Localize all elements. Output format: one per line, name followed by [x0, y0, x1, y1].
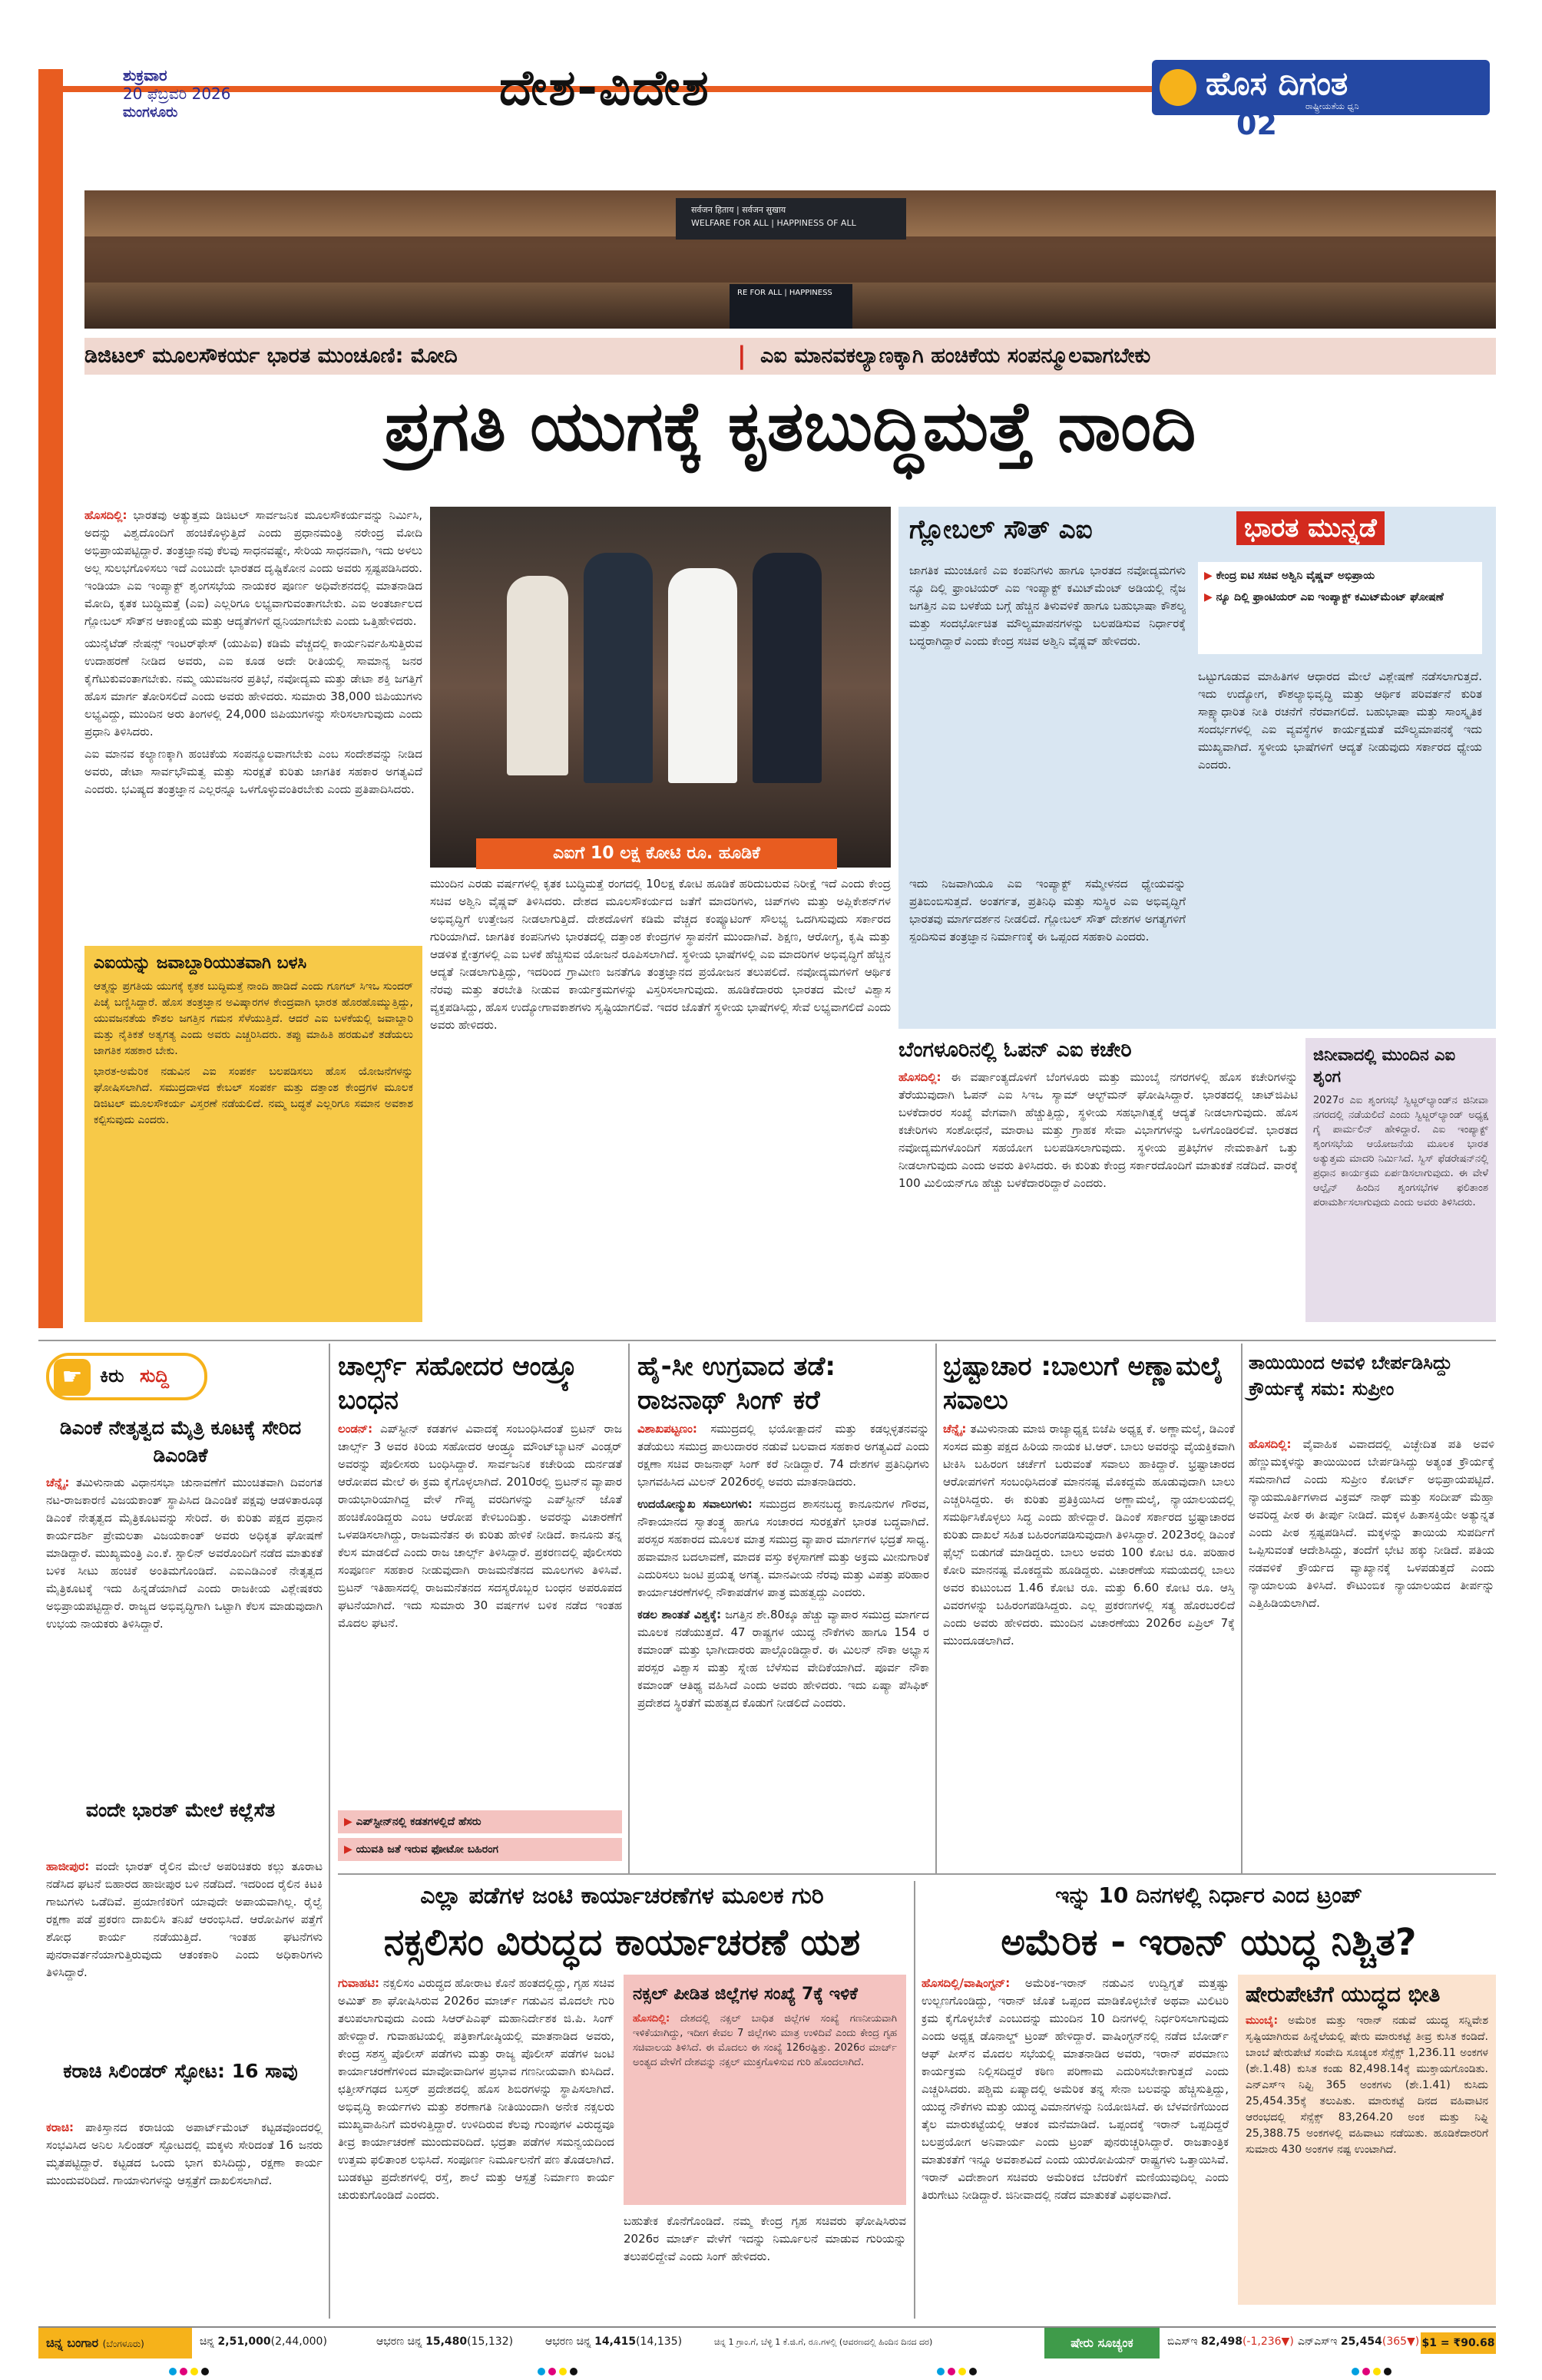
vb-body: ಹಾಜೀಪುರ: ವಂದೇ ಭಾರತ್ ರೈಲಿನ ಮೇಲೆ ಅಪರಿಚಿತರು ಕಲ್ಲು ತೂರಾಟ ನಡೆಸಿದ ಘಟನೆ ಬಿಹಾರದ ಹಾಜೀಪುರ ಬಳಿ ನಡೆದಿದೆ. ಇದರಿಂದ ರೈಲಿನ ಕಿಟಕಿ ಗಾಜುಗಳು ಒಡೆದಿವೆ. ಪ್ರಯಾಣಿಕರಿಗೆ ಯಾವುದೇ ಅಪಾಯವಾಗಿಲ್ಲ. ರೈಲ್ವೆ ರಕ್ಷಣಾ ಪಡೆ ಪ್ರಕರಣ ದಾಖಲಿಸಿ ತನಿಖೆ ಆರಂಭಿಸಿದೆ. ಆರೋಪಿಗಳ ಪತ್ತೆಗೆ ಶೋಧ ಕಾರ್ಯ ನಡೆಯುತ್ತಿದೆ. ಇಂತಹ ಘಟನೆಗಳು ಪುನರಾವರ್ತನೆಯಾಗುತ್ತಿರುವುದು ಆತಂಕಕಾರಿ ಎಂದು ಅಧಿಕಾರಿಗಳು ತಿಳಿಸಿದ್ದಾರೆ. — [46, 1859, 323, 1979]
lead-kicker-sep: | — [737, 341, 746, 370]
karachi-body: ಕರಾಚಿ: ಪಾಕಿಸ್ತಾನದ ಕರಾಚಿಯ ಅಪಾರ್ಟ್‌ಮೆಂಟ್ ಕಟ್ಟಡವೊಂದರಲ್ಲಿ ಸಂಭವಿಸಿದ ಅನಿಲ ಸಿಲಿಂಡರ್ ಸ್ಫೋಟದಲ್ಲಿ ಮಕ್ಕಳು ಸೇರಿದಂತೆ 16 ಜನರು ಮೃತಪಟ್ಟಿದ್ದಾರೆ. ಕಟ್ಟಡದ ಒಂದು ಭಾಗ ಕುಸಿದಿದ್ದು, ರಕ್ಷಣಾ ಕಾರ್ಯ ಮುಂದುವರಿದಿದೆ. ಗಾಯಾಳುಗಳನ್ನು ಆಸ್ಪತ್ರೆಗೆ ದಾಖಲಿಸಲಾಗಿದೆ. — [46, 2121, 323, 2187]
trump-body: ಹೊಸದಿಲ್ಲಿ/ವಾಷಿಂಗ್ಟನ್: ಅಮೆರಿಕ-ಇರಾನ್ ನಡುವಿನ ಉದ್ವಿಗ್ನತೆ ಮತ್ತಷ್ಟು ಉಲ್ಬಣಗೊಂಡಿದ್ದು, ಇರಾನ್ ಜೊತೆ ಒಪ್ಪಂದ ಮಾಡಿಕೊಳ್ಳಬೇಕೆ ಅಥವಾ ಮಿಲಿಟರಿ ಕ್ರಮ ಕೈಗೊಳ್ಳಬೇಕೆ ಎಂಬುದನ್ನು ಮುಂದಿನ 10 ದಿನಗಳಲ್ಲಿ ನಿರ್ಧರಿಸಲಾಗುವುದು ಎಂದು ಅಧ್ಯಕ್ಷ ಡೊನಾಲ್ಡ್ ಟ್ರಂಪ್ ಹೇಳಿದ್ದಾರೆ. ವಾಷಿಂಗ್ಟನ್‌ನಲ್ಲಿ ನಡೆದ ಬೋರ್ಡ್ ಆಫ್ ಪೀಸ್‌ನ ಮೊದಲ ಸಭೆಯಲ್ಲಿ ಮಾತನಾಡಿದ ಅವರು, ಇರಾನ್ ಪರಮಾಣು ಕಾರ್ಯಕ್ರಮ ನಿಲ್ಲಿಸದಿದ್ದರೆ ಕಠಿಣ ಪರಿಣಾಮ ಎದುರಿಸಬೇಕಾಗುತ್ತದೆ ಎಂದು ಎಚ್ಚರಿಸಿದರು. ಪಶ್ಚಿಮ ಏಷ್ಯಾದಲ್ಲಿ ಅಮೆರಿಕ ತನ್ನ ಸೇನಾ ಬಲವನ್ನು ಹೆಚ್ಚಿಸುತ್ತಿದ್ದು, ಯುದ್ಧ ನೌಕೆಗಳು ಮತ್ತು ಯುದ್ಧ ವಿಮಾನಗಳನ್ನು ನಿಯೋಜಿಸಿದೆ. ಈ ಬೆಳವಣಿಗೆಯಿಂದ ತೈಲ ಮಾರುಕಟ್ಟೆಯಲ್ಲಿ ಆತಂಕ ಮನೆಮಾಡಿದೆ. ಒಪ್ಪಂದಕ್ಕೆ ಇರಾನ್ ಒಪ್ಪದಿದ್ದರೆ ಬಲಪ್ರಯೋಗ ಅನಿವಾರ್ಯ ಎಂದು ಟ್ರಂಪ್ ಪುನರುಚ್ಚರಿಸಿದ್ದಾರೆ. ರಾಜತಾಂತ್ರಿಕ ಮಾತುಕತೆಗೆ ಇನ್ನೂ ಅವಕಾಶವಿದೆ ಎಂದು ಯುರೋಪಿಯನ್ ರಾಷ್ಟ್ರಗಳು ಒತ್ತಾಯಿಸಿವೆ. ಇರಾನ್ ವಿದೇಶಾಂಗ ಸಚಿವರು ಅಮೆರಿಕದ ಬೆದರಿಕೆಗೆ ಮಣಿಯುವುದಿಲ್ಲ ಎಂದು ತಿರುಗೇಟು ನೀಡಿದ್ದಾರೆ. ಜಿನೀವಾದಲ್ಲಿ ನಡೆದ ಮಾತುಕತೆ ವಿಫಲವಾಗಿದೆ. — [922, 1976, 1229, 2202]
page-accent-bar — [38, 69, 63, 1328]
dmk-text: ತಮಿಳುನಾಡು ವಿಧಾನಸಭಾ ಚುನಾವಣೆಗೆ ಮುಂಚಿತವಾಗಿ ದಿವಂಗತ ನಟ-ರಾಜಕಾರಣಿ ವಿಜಯಕಾಂತ್ ಸ್ಥಾಪಿಸಿದ ಡಿಎಂಡಿಕೆ ಪಕ್ಷವು ಆಡಳಿತಾರೂಢ ಡಿಎಂಕೆ ನೇತೃತ್ವದ ಮೈತ್ರಿಕೂಟವನ್ನು ಸೇರಿದೆ. ಈ ಕುರಿತು ಪಕ್ಷದ ಪ್ರಧಾನ ಕಾರ್ಯದರ್ಶಿ ಪ್ರೇಮಲತಾ ವಿಜಯಕಾಂತ್ ಅವರು ಅಧಿಕೃತ ಘೋಷಣೆ ಮಾಡಿದ್ದಾರೆ. ಮುಖ್ಯಮಂತ್ರಿ ಎಂ.ಕೆ. ಸ್ಟಾಲಿನ್ ಅವರೊಂದಿಗೆ ನಡೆದ ಮಾತುಕತೆ ಬಳಿಕ ಸೀಟು ಹಂಚಿಕೆ ಅಂತಿಮಗೊಂಡಿದೆ. ಎಐಎಡಿಎಂಕೆ ನೇತೃತ್ವದ ಮೈತ್ರಿಕೂಟಕ್ಕೆ ಇದು ಹಿನ್ನಡೆಯಾಗಿದೆ ಎಂದು ರಾಜಕೀಯ ವಿಶ್ಲೇಷಕರು ಅಭಿಪ್ರಾಯಪಟ್ಟಿದ್ದಾರೆ. ರಾಜ್ಯದ ಅಭಿವೃದ್ಧಿಗಾಗಿ ಒಟ್ಟಾಗಿ ಕೆಲಸ ಮಾಡುವುದಾಗಿ ಉಭಯ ನಾಯಕರು ತಿಳಿಸಿದ್ದಾರೆ. — [46, 1476, 323, 1631]
summit-photo — [84, 190, 1496, 329]
market-box: ಷೇರುಪೇಟೆಗೆ ಯುದ್ಧದ ಭೀತಿ ಮುಂಬೈ: ಅಮೆರಿಕ ಮತ್ತು ಇರಾನ್ ನಡುವೆ ಯುದ್ಧ ಸನ್ನಿವೇಶ ಸೃಷ್ಟಿಯಾಗಿರುವ ಹಿನ್ನೆಲೆಯಲ್ಲಿ ಷೇರು ಮಾರುಕಟ್ಟೆ ತೀವ್ರ ಕುಸಿತ ಕಂಡಿದೆ. ಬಾಂಬೆ ಷೇರುಪೇಟೆ ಸಂವೇದಿ ಸೂಚ್ಯಂಕ ಸೆನ್ಸೆಕ್ಸ್ 1,236.11 ಅಂಕಗಳ (ಶೇ.1.48) ಕುಸಿತ ಕಂಡು 82,498.14ಕ್ಕೆ ಮುಕ್ತಾಯಗೊಂಡಿತು. ಎನ್‌ಎಸ್‌ಇ ನಿಫ್ಟಿ 365 ಅಂಕಗಳು (ಶೇ.1.41) ಕುಸಿದು 25,454.35ಕ್ಕೆ ತಲುಪಿತು. ಮಾರುಕಟ್ಟೆ ದಿನದ ವಹಿವಾಟಿನ ಆರಂಭದಲ್ಲಿ ಸೆನ್ಸೆಕ್ಸ್ 83,264.20 ಅಂಕ ಮತ್ತು ನಿಫ್ಟಿ 25,388.75 ಅಂಕಗಳಲ್ಲಿ ವಹಿವಾಟು ನಡೆಯಿತು. ಹೂಡಿಕೆದಾರರಿಗೆ ಸುಮಾರು 430 ಅಂಕಗಳ ನಷ್ಟ ಉಂಟಾಗಿದೆ. — [1238, 1975, 1496, 2305]
global-south-para1: ಜಾಗತಿಕ ಮುಂಚೂಣಿ ಎಐ ಕಂಪನಿಗಳು ಹಾಗೂ ಭಾರತದ ನವೋದ್ಯಮಗಳು ನ್ಯೂ ದಿಲ್ಲಿ ಫ್ರಾಂಟಿಯರ್ ಎಐ ಇಂಪ್ಯಾಕ್ಟ್ ಕಮಿಟ್‌ಮೆಂಟ್ ಅಡಿಯಲ್ಲಿ ನೈಜ ಜಗತ್ತಿನ ಎಐ ಬಳಕೆಯ ಬಗ್ಗೆ ಹೆಚ್ಚಿನ ತಿಳುವಳಿಕೆ ಹಾಗೂ ಬಹುಭಾಷಾ ಕೌಶಲ್ಯ ಮತ್ತು ಸಂದರ್ಭೋಚಿತ ಮೌಲ್ಯಮಾಪನಗಳನ್ನು ಬಲಪಡಿಸುವ ನಿರ್ಧಾರಕ್ಕೆ ಬದ್ಧರಾಗಿದ್ದಾರೆ ಎಂದು ಕೇಂದ್ರ ಸಚಿವ ಅಶ್ವಿನಿ ವೈಷ್ಣವ್ ಹೇಳಿದರು. — [909, 564, 1186, 648]
mother-title: ತಾಯಿಯಿಂದ ಅವಳಿ ಬೇರ್ಪಡಿಸಿದ್ದು ಕ್ರೌರ್ಯಕ್ಕೆ ಸಮ: ಸುಪ್ರೀಂ — [1249, 1352, 1453, 1400]
bengaluru-title: ಬೆಂಗಳೂರಿನಲ್ಲಿ ಓಪನ್ ಎಐ ಕಚೇರಿ — [898, 1038, 1132, 1062]
responsibility-para2: ಭಾರತ-ಅಮೆರಿಕ ನಡುವಿನ ಎಐ ಸಂಪರ್ಕ ಬಲಪಡಿಸಲು ಹೊಸ ಯೋಜನೆಗಳನ್ನು ಘೋಷಿಸಲಾಗಿದೆ. ಸಮುದ್ರದಾಳದ ಕೇಬಲ್ ಸಂಪರ್ಕ ಮತ್ತು ದತ್ತಾಂಶ ಕೇಂದ್ರಗಳ ಮೂಲಕ ಡಿಜಿಟಲ್ ಮೂಲಸೌಕರ್ಯ ವಿಸ್ತರಣೆ ನಡೆಯಲಿದೆ. ನಮ್ಮ ಬದ್ಧತೆ ಎಲ್ಲರಿಗೂ ಸಮಾನ ಅವಕಾಶ ಕಲ್ಪಿಸುವುದು ಎಂದರು. — [94, 1066, 413, 1126]
global-south-para3: ಒಟ್ಟುಗೂಡುವ ಮಾಹಿತಿಗಳ ಆಧಾರದ ಮೇಲೆ ವಿಶ್ಲೇಷಣೆ ನಡೆಸಲಾಗುತ್ತದೆ. ಇದು ಉದ್ಯೋಗ, ಕೌಶಲ್ಯಾಭಿವೃದ್ಧಿ ಮತ್ತು ಆರ್ಥಿಕ ಪರಿವರ್ತನೆ ಕುರಿತ ಸಾಕ್ಷ್ಯಾಧಾರಿತ ನೀತಿ ರಚನೆಗೆ ನೆರವಾಗಲಿದೆ. ಬಹುಭಾಷಾ ಮತ್ತು ಸಾಂಸ್ಕೃತಿಕ ಸಂದರ್ಭಗಳಲ್ಲಿ ಎಐ ವ್ಯವಸ್ಥೆಗಳ ಕಾರ್ಯಕ್ಷಮತೆ ಮೌಲ್ಯಮಾಪನಕ್ಕೆ ಇದು ಮುಖ್ಯವಾಗಿದೆ. ಸ್ಥಳೀಯ ಭಾಷೆಗಳಿಗೆ ಆದ್ಯತೆ ನೀಡುವುದು ಸರ್ಕಾರದ ಧ್ಯೇಯ ಎಂದರು. — [1198, 669, 1482, 772]
global-south-title-red: ಭಾರತ ಮುನ್ನಡೆ — [1236, 511, 1385, 545]
lead-para1: ಭಾರತವು ಅತ್ಯುತ್ತಮ ಡಿಜಿಟಲ್ ಸಾರ್ವಜನಿಕ ಮೂಲಸೌಕರ್ಯವನ್ನು ನಿರ್ಮಿಸಿ, ಅದನ್ನು ವಿಶ್ವದೊಂದಿಗೆ ಹಂಚಿಕೊಳ್ಳುತ್ತಿದೆ ಎಂದು ಪ್ರಧಾನಮಂತ್ರಿ ನರೇಂದ್ರ ಮೋದಿ ಅಭಿಪ್ರಾಯಪಟ್ಟಿದ್ದಾರೆ. ತಂತ್ರಜ್ಞಾನವು ಕೆಲವು ಸಾಧನವಷ್ಟೇ, ಸೇರಿಯ ಸಾಧನವಾಗಿ, ಇದು ಅಳಲು ಅಲ್ಲ ಸುಲಭಗೊಳಿಸಲು ಇದೆ ಎಂಬುದೇ ಭಾರತದ ದೃಷ್ಟಿಕೋನ ಎಂದು ಅವರು ಸ್ಪಷ್ಟಪಡಿಸಿದರು. ಇಂಡಿಯಾ ಎಐ ಇಂಪ್ಯಾಕ್ಟ್ ಶೃಂಗಸಭೆಯ ನಾಯಕರ ಪೂರ್ಣ ಅಧಿವೇಶನದಲ್ಲಿ ಮಾತನಾಡಿದ ಮೋದಿ, ಕೃತಕ ಬುದ್ಧಿಮತ್ತೆ (ಎಐ) ಎಲ್ಲರಿಗೂ ಲಭ್ಯವಾಗುವಂತಾಗಬೇಕು. ಎಐ ಅಂತರ್ಜಾಲದ ಗ್ಲೋಬಲ್ ಸೌತ್‌ನ ಆಕಾಂಕ್ಷೆಯ ಮತ್ತು ಆದ್ಯತೆಗಳಿಗೆ ಧ್ವನಿಯಾಗಬೇಕು ಎಂದು ಒತ್ತಿಹೇಳಿದರು. — [84, 508, 422, 628]
geneva-box — [1305, 1038, 1496, 1322]
kiru-badge — [46, 1353, 207, 1400]
bengaluru-body: ಹೊಸದಿಲ್ಲಿ: ಈ ವರ್ಷಾಂತ್ಯದೊಳಗೆ ಬೆಂಗಳೂರು ಮತ್ತು ಮುಂಬೈ ನಗರಗಳಲ್ಲಿ ಹೊಸ ಕಚೇರಿಗಳನ್ನು ತೆರೆಯುವುದಾಗಿ ಓಪನ್ ಎಐ ಸಿಇಒ ಸ್ಯಾಮ್ ಆಲ್ಟ್‌ಮನ್ ಘೋಷಿಸಿದ್ದಾರೆ. ಭಾರತದಲ್ಲಿ ಚಾಟ್‌ಜಿಪಿಟಿ ಬಳಕೆದಾರರ ಸಂಖ್ಯೆ ವೇಗವಾಗಿ ಹೆಚ್ಚುತ್ತಿದ್ದು, ಸ್ಥಳೀಯ ಸಹಭಾಗಿತ್ವಕ್ಕೆ ಆದ್ಯತೆ ನೀಡಲಾಗುವುದು. ಹೊಸ ಕಚೇರಿಗಳು ಸಂಶೋಧನೆ, ಮಾರಾಟ ಮತ್ತು ಗ್ರಾಹಕ ಸೇವಾ ವಿಭಾಗಗಳನ್ನು ಒಳಗೊಂಡಿರಲಿವೆ. ಭಾರತದ ನವೋದ್ಯಮಗಳೊಂದಿಗೆ ಸಹಯೋಗ ಬಲಪಡಿಸಲಾಗುವುದು. ಸ್ಥಳೀಯ ಪ್ರತಿಭೆಗಳ ನೇಮಕಾತಿಗೆ ಒತ್ತು ನೀಡಲಾಗುವುದು ಎಂದು ಅವರು ತಿಳಿಸಿದರು. ಈ ಕುರಿತು ಕೇಂದ್ರ ಸರ್ಕಾರದೊಂದಿಗೆ ಮಾತುಕತೆ ನಡೆದಿದೆ. ವಾರಕ್ಕೆ 100 ಮಿಲಿಯನ್‌ಗೂ ಹೆಚ್ಚು ಬಳಕೆದಾರರಿದ್ದಾರೆ ಎಂದರು. — [898, 1070, 1298, 1190]
charles-tag1: ▶ ಎಪ್‌ಸ್ಟೀನ್‌ನಲ್ಲಿ ಕಡತಗಳಲ್ಲಿದೆ ಹೆಸರು — [338, 1810, 622, 1833]
lead-body-col1 — [84, 507, 422, 944]
paper-name: ಹೊಸ ದಿಗಂತ — [1206, 64, 1348, 102]
gold-18k: ಆಭರಣ ಚಿನ್ನ 14,415(14,135) — [545, 2335, 683, 2348]
ticker-bar — [38, 2326, 1496, 2359]
photo-screen-text-1: सर्वजन हिताय | सर्वजन सुखाय — [691, 205, 786, 215]
lead-para3: ಎಐ ಮಾನವ ಕಲ್ಯಾಣಕ್ಕಾಗಿ ಹಂಚಿಕೆಯ ಸಂಪನ್ಮೂಲವಾಗಬೇಕು ಎಂಬ ಸಂದೇಶವನ್ನು ನೀಡಿದ ಅವರು, ಡೇಟಾ ಸಾರ್ವಭೌಮತ್ವ ಮತ್ತು ಸುರಕ್ಷತೆ ಕುರಿತು ಜಾಗತಿಕ ಸಹಕಾರ ಅಗತ್ಯವಿದೆ ಎಂದರು. ಭವಿಷ್ಯದ ತಂತ್ರಜ್ಞಾನ ಎಲ್ಲರನ್ನೂ ಒಳಗೊಳ್ಳುವಂತಿರಬೇಕು ಎಂದು ಪ್ರತಿಪಾದಿಸಿದರು. — [84, 747, 422, 796]
karachi-text: ಪಾಕಿಸ್ತಾನದ ಕರಾಚಿಯ ಅಪಾರ್ಟ್‌ಮೆಂಟ್ ಕಟ್ಟಡವೊಂದರಲ್ಲಿ ಸಂಭವಿಸಿದ ಅನಿಲ ಸಿಲಿಂಡರ್ ಸ್ಫೋಟದಲ್ಲಿ ಮಕ್ಕಳು ಸೇರಿದಂತೆ 16 ಜನರು ಮೃತಪಟ್ಟಿದ್ದಾರೆ. ಕಟ್ಟಡದ ಒಂದು ಭಾಗ ಕುಸಿದಿದ್ದು, ರಕ್ಷಣಾ ಕಾರ್ಯ ಮುಂದುವರಿದಿದೆ. ಗಾಯಾಳುಗಳನ್ನು ಆಸ್ಪತ್ರೆಗೆ ದಾಖಲಿಸಲಾಗಿದೆ. — [46, 2121, 323, 2187]
global-south-bullet2: ▶ ನ್ಯೂ ದಿಲ್ಲಿ ಫ್ರಾಂಟಿಯರ್ ಎಐ ಇಂಪ್ಯಾಕ್ಟ್ ಕಮಿಟ್‌ಮೆಂಟ್ ಘೋಷಣೆ — [1204, 591, 1444, 603]
mother-body: ಹೊಸದಿಲ್ಲಿ: ವೈವಾಹಿಕ ವಿವಾದದಲ್ಲಿ ವಿಚ್ಛೇದಿತ ಪತಿ ಅವಳಿ ಹೆಣ್ಣುಮಕ್ಕಳನ್ನು ತಾಯಿಯಿಂದ ಬೇರ್ಪಡಿಸಿದ್ದು ಅತ್ಯಂತ ಕ್ರೌರ್ಯಕ್ಕೆ ಸಮನಾಗಿದೆ ಎಂದು ಸುಪ್ರೀಂ ಕೋರ್ಟ್ ಅಭಿಪ್ರಾಯಪಟ್ಟಿದೆ. ನ್ಯಾಯಮೂರ್ತಿಗಳಾದ ವಿಕ್ರಮ್ ನಾಥ್ ಮತ್ತು ಸಂದೀಪ್ ಮೆಹ್ತಾ ಅವರಿದ್ದ ಪೀಠ ಈ ತೀರ್ಪು ನೀಡಿದೆ. ಮಕ್ಕಳ ಹಿತಾಸಕ್ತಿಯೇ ಅತ್ಯುನ್ನತ ಎಂದು ಪೀಠ ಸ್ಪಷ್ಟಪಡಿಸಿದೆ. ಮಕ್ಕಳನ್ನು ತಾಯಿಯ ಸುಪರ್ದಿಗೆ ಒಪ್ಪಿಸುವಂತೆ ಆದೇಶಿಸಿದ್ದು, ತಂದೆಗೆ ಭೇಟಿ ಹಕ್ಕು ನೀಡಿದೆ. ಪತಿಯ ನಡವಳಿಕೆ ಕ್ರೌರ್ಯದ ವ್ಯಾಖ್ಯಾನಕ್ಕೆ ಒಳಪಡುತ್ತದೆ ಎಂದು ನ್ಯಾಯಾಲಯ ತಿಳಿಸಿದೆ. ಕೌಟುಂಬಿಕ ನ್ಯಾಯಾಲಯದ ತೀರ್ಪನ್ನು ಎತ್ತಿಹಿಡಿಯಲಾಗಿದೆ. — [1249, 1437, 1494, 1610]
issue-city: ಮಂಗಳೂರು — [123, 104, 178, 121]
global-south-title: ಗ್ಲೋಬಲ್ ಸೌತ್ ಎಐ — [909, 514, 1093, 545]
corruption-text: ತಮಿಳುನಾಡು ಮಾಜಿ ರಾಜ್ಯಾಧ್ಯಕ್ಷ ಬಿಜೆಪಿ ಅಧ್ಯಕ್ಷ ಕೆ. ಅಣ್ಣಾಮಲೈ, ಡಿಎಂಕೆ ಸಂಸದ ಮತ್ತು ಪಕ್ಷದ ಹಿರಿಯ ನಾಯಕ ಟಿ.ಆರ್. ಬಾಲು ಅವರನ್ನು ವೈಯಕ್ತಿಕವಾಗಿ ಟೀಕಿಸಿ ಬಹಿರಂಗ ಚರ್ಚೆಗೆ ಬರುವಂತೆ ಸವಾಲು ಹಾಕಿದ್ದಾರೆ. ಭ್ರಷ್ಟಾಚಾರದ ಆರೋಪಗಳಿಗೆ ಸಂಬಂಧಿಸಿದಂತೆ ಮಾನನಷ್ಟ ಮೊಕದ್ದಮೆ ಹೂಡುವುದಾಗಿ ಬಾಲು ಎಚ್ಚರಿಸಿದ್ದರು. ಈ ಕುರಿತು ಪ್ರತಿಕ್ರಿಯಿಸಿದ ಅಣ್ಣಾಮಲೈ, ನ್ಯಾಯಾಲಯದಲ್ಲಿ ಸಮರ್ಥಿಸಿಕೊಳ್ಳಲು ಸಿದ್ಧ ಎಂದು ಹೇಳಿದ್ದಾರೆ. ಡಿಎಂಕೆ ಸರ್ಕಾರದ ಭ್ರಷ್ಟಾಚಾರದ ಕುರಿತು ದಾಖಲೆ ಸಹಿತ ಬಹಿರಂಗಪಡಿಸುವುದಾಗಿ ತಿಳಿಸಿದ್ದಾರೆ. 2023ರಲ್ಲಿ ಡಿಎಂಕೆ ಫೈಲ್ಸ್ ಬಿಡುಗಡೆ ಮಾಡಿದ್ದರು. ಬಾಲು ಅವರು 100 ಕೋಟಿ ರೂ. ಪರಿಹಾರ ಕೋರಿ ಮಾನನಷ್ಟ ಮೊಕದ್ದಮೆ ಹೂಡಿದ್ದರು. ವಿಚಾರಣೆಯ ಸಮಯದಲ್ಲಿ ಬಾಲು ಅವರ ಕುಟುಂಬದ 1.46 ಕೋಟಿ ರೂ. ಮತ್ತು 6.60 ಕೋಟಿ ರೂ. ಆಸ್ತಿ ವಿವರಗಳನ್ನು ಬಹಿರಂಗಪಡಿಸಿದ್ದರು. ಎಲ್ಲ ಪ್ರಕರಣಗಳಲ್ಲಿ ಸತ್ಯ ಹೊರಬರಲಿದೆ ಎಂದು ಅವರು ಹೇಳಿದರು. ಮುಂದಿನ ವಿಚಾರಣೆಯು 2026ರ ಏಪ್ರಿಲ್ 7ಕ್ಕೆ ಮುಂದೂಡಲಾಗಿದೆ. — [943, 1422, 1235, 1648]
lead-kicker-left: ಡಿಜಿಟಲ್ ಮೂಲಸೌಕರ್ಯ ಭಾರತ ಮುಂಚೂಣಿ: ಮೋದಿ — [84, 344, 458, 368]
lead-dateline: ಹೊಸದಿಲ್ಲಿ: — [84, 508, 127, 522]
charles-tag2: ▶ ಯುವತಿ ಜತೆ ಇರುವ ಫೋಟೋ ಬಹಿರಂಗ — [338, 1838, 622, 1861]
paper-logo — [1152, 60, 1490, 115]
lead-photo-caption: ಎಐಗೆ 10 ಲಕ್ಷ ಕೋಟಿ ರೂ. ಹೂಡಿಕೆ — [476, 838, 837, 869]
dmk-title: ಡಿಎಂಕೆ ನೇತೃತ್ವದ ಮೈತ್ರಿ ಕೂಟಕ್ಕೆ ಸೇರಿದ ಡಿಎಂಡಿಕೆ — [59, 1416, 302, 1466]
photo-screen-text-2: WELFARE FOR ALL | HAPPINESS OF ALL — [691, 218, 856, 228]
vb-text: ವಂದೇ ಭಾರತ್ ರೈಲಿನ ಮೇಲೆ ಅಪರಿಚಿತರು ಕಲ್ಲು ತೂರಾಟ ನಡೆಸಿದ ಘಟನೆ ಬಿಹಾರದ ಹಾಜೀಪುರ ಬಳಿ ನಡೆದಿದೆ. ಇದರಿಂದ ರೈಲಿನ ಕಿಟಕಿ ಗಾಜುಗಳು ಒಡೆದಿವೆ. ಪ್ರಯಾಣಿಕರಿಗೆ ಯಾವುದೇ ಅಪಾಯವಾಗಿಲ್ಲ. ರೈಲ್ವೆ ರಕ್ಷಣಾ ಪಡೆ ಪ್ರಕರಣ ದಾಖಲಿಸಿ ತನಿಖೆ ಆರಂಭಿಸಿದೆ. ಆರೋಪಿಗಳ ಪತ್ತೆಗೆ ಶೋಧ ಕಾರ್ಯ ನಡೆಯುತ್ತಿದೆ. ಇಂತಹ ಘಟನೆಗಳು ಪುನರಾವರ್ತನೆಯಾಗುತ್ತಿರುವುದು ಆತಂಕಕಾರಿ ಎಂದು ಅಧಿಕಾರಿಗಳು ತಿಳಿಸಿದ್ದಾರೆ. — [46, 1859, 323, 1979]
responsibility-para1: ಆತ್ಮನ್ನು ಪ್ರಗತಿಯ ಯುಗಕ್ಕೆ ಕೃತಕ ಬುದ್ಧಿಮತ್ತೆ ನಾಂದಿ ಹಾಡಿದೆ ಎಂದು ಗೂಗಲ್ ಸಿಇಒ ಸುಂದರ್ ಪಿಚೈ ಬಣ್ಣಿಸಿದ್ದಾರೆ. ಹೊಸ ತಂತ್ರಜ್ಞಾನ ಅವಿಷ್ಕಾರಗಳ ಕೇಂದ್ರವಾಗಿ ಭಾರತ ಹೊರಹೊಮ್ಮುತ್ತಿದ್ದು, ಯುವಜನತೆಯ ಕೌಶಲ ಜಗತ್ತಿನ ಗಮನ ಸೆಳೆಯುತ್ತಿದೆ. ಆದರೆ ಎಐ ಬಳಕೆಯಲ್ಲಿ ಜವಾಬ್ದಾರಿ ಮತ್ತು ನೈತಿಕತೆ ಅತ್ಯಗತ್ಯ ಎಂದು ಅವರು ಎಚ್ಚರಿಸಿದರು. ತಪ್ಪು ಮಾಹಿತಿ ಹರಡುವಿಕೆ ತಡೆಯಲು ಜಾಗತಿಕ ಸಹಕಾರ ಬೇಕು. — [94, 980, 413, 1057]
lead-kicker — [84, 338, 1496, 375]
rajnath-text2: ಸಮುದ್ರದ ಶಾಸನಬದ್ಧ ಕಾನೂನುಗಳ ಗೌರವ, ನೌಕಾಯಾನದ ಸ್ವಾತಂತ್ರ್ಯ ಹಾಗೂ ಸಂಚಾರದ ಸುರಕ್ಷತೆಗೆ ಭಾರತ ಬದ್ಧವಾಗಿದೆ. ಪರಸ್ಪರ ಸಹಕಾರದ ಮೂಲಕ ಮಾತ್ರ ಸಮುದ್ರ ವ್ಯಾಪಾರ ಮಾರ್ಗಗಳ ಭದ್ರತೆ ಸಾಧ್ಯ. ಹವಾಮಾನ ಬದಲಾವಣೆ, ಮಾದಕ ವಸ್ತು ಕಳ್ಳಸಾಗಣೆ ಮತ್ತು ಅಕ್ರಮ ಮೀನುಗಾರಿಕೆ ಎದುರಿಸಲು ಜಂಟಿ ಪ್ರಯತ್ನ ಅಗತ್ಯ. ಮಾನವೀಯ ನೆರವು ಮತ್ತು ವಿಪತ್ತು ಪರಿಹಾರ ಕಾರ್ಯಾಚರಣೆಗಳಲ್ಲಿ ನೌಕಾಪಡೆಗಳ ಪಾತ್ರ ಮಹತ್ವದ್ದು ಎಂದರು. — [637, 1497, 929, 1599]
charles-text: ಎಪ್‌ಸ್ಟೀನ್ ಕಡತಗಳ ವಿವಾದಕ್ಕೆ ಸಂಬಂಧಿಸಿದಂತೆ ಬ್ರಿಟನ್ ರಾಜ ಚಾರ್ಲ್ಸ್ 3 ಅವರ ಕಿರಿಯ ಸಹೋದರ ಆಂಡ್ರ್ಯೂ ಮೌಂಟ್‌ಬ್ಯಾಟನ್ ವಿಂಡ್ಸರ್ ಅವರನ್ನು ಪೊಲೀಸರು ಬಂಧಿಸಿದ್ದಾರೆ. ಸಾರ್ವಜನಿಕ ಕಚೇರಿಯ ದುರ್ನಡತೆ ಆರೋಪದ ಮೇಲೆ ಈ ಕ್ರಮ ಕೈಗೊಳ್ಳಲಾಗಿದೆ. 2010ರಲ್ಲಿ ಬ್ರಿಟನ್‌ನ ವ್ಯಾಪಾರ ರಾಯಭಾರಿಯಾಗಿದ್ದ ವೇಳೆ ಗೌಪ್ಯ ವರದಿಗಳನ್ನು ಎಪ್‌ಸ್ಟೀನ್ ಜೊತೆ ಹಂಚಿಕೊಂಡಿದ್ದರು ಎಂಬ ಆರೋಪ ಕೇಳಿಬಂದಿತ್ತು. ಅವರನ್ನು ವಿಚಾರಣೆಗೆ ಒಳಪಡಿಸಲಾಗಿದ್ದು, ರಾಜಮನೆತನ ಈ ಕುರಿತು ಹೇಳಿಕೆ ನೀಡಿದೆ. ಕಾನೂನು ತನ್ನ ಕೆಲಸ ಮಾಡಲಿದೆ ಎಂದು ರಾಜ ಚಾರ್ಲ್ಸ್ ತಿಳಿಸಿದ್ದಾರೆ. ಪ್ರಕರಣದಲ್ಲಿ ಪೊಲೀಸರು ಸಂಪೂರ್ಣ ಸಹಕಾರ ನೀಡುವುದಾಗಿ ರಾಜಮನೆತನದ ಮೂಲಗಳು ತಿಳಿಸಿವೆ. ಬ್ರಿಟನ್ ಇತಿಹಾಸದಲ್ಲಿ ರಾಜಮನೆತನದ ಸದಸ್ಯರೊಬ್ಬರ ಬಂಧನ ಅಪರೂಪದ ಘಟನೆಯಾಗಿದೆ. ಇದು ಸುಮಾರು 30 ವರ್ಷಗಳ ಬಳಿಕ ನಡೆದ ಇಂತಹ ಮೊದಲ ಘಟನೆ. — [338, 1422, 622, 1630]
mother-text: ವೈವಾಹಿಕ ವಿವಾದದಲ್ಲಿ ವಿಚ್ಛೇದಿತ ಪತಿ ಅವಳಿ ಹೆಣ್ಣುಮಕ್ಕಳನ್ನು ತಾಯಿಯಿಂದ ಬೇರ್ಪಡಿಸಿದ್ದು ಅತ್ಯಂತ ಕ್ರೌರ್ಯಕ್ಕೆ ಸಮನಾಗಿದೆ ಎಂದು ಸುಪ್ರೀಂ ಕೋರ್ಟ್ ಅಭಿಪ್ರಾಯಪಟ್ಟಿದೆ. ನ್ಯಾಯಮೂರ್ತಿಗಳಾದ ವಿಕ್ರಮ್ ನಾಥ್ ಮತ್ತು ಸಂದೀಪ್ ಮೆಹ್ತಾ ಅವರಿದ್ದ ಪೀಠ ಈ ತೀರ್ಪು ನೀಡಿದೆ. ಮಕ್ಕಳ ಹಿತಾಸಕ್ತಿಯೇ ಅತ್ಯುನ್ನತ ಎಂದು ಪೀಠ ಸ್ಪಷ್ಟಪಡಿಸಿದೆ. ಮಕ್ಕಳನ್ನು ತಾಯಿಯ ಸುಪರ್ದಿಗೆ ಒಪ್ಪಿಸುವಂತೆ ಆದೇಶಿಸಿದ್ದು, ತಂದೆಗೆ ಭೇಟಿ ಹಕ್ಕು ನೀಡಿದೆ. ಪತಿಯ ನಡವಳಿಕೆ ಕ್ರೌರ್ಯದ ವ್ಯಾಖ್ಯಾನಕ್ಕೆ ಒಳಪಡುತ್ತದೆ ಎಂದು ನ್ಯಾಯಾಲಯ ತಿಳಿಸಿದೆ. ಕೌಟುಂಬಿಕ ನ್ಯಾಯಾಲಯದ ತೀರ್ಪನ್ನು ಎತ್ತಿಹಿಡಿಯಲಾಗಿದೆ. — [1249, 1437, 1494, 1610]
charles-body: ಲಂಡನ್: ಎಪ್‌ಸ್ಟೀನ್ ಕಡತಗಳ ವಿವಾದಕ್ಕೆ ಸಂಬಂಧಿಸಿದಂತೆ ಬ್ರಿಟನ್ ರಾಜ ಚಾರ್ಲ್ಸ್ 3 ಅವರ ಕಿರಿಯ ಸಹೋದರ ಆಂಡ್ರ್ಯೂ ಮೌಂಟ್‌ಬ್ಯಾಟನ್ ವಿಂಡ್ಸರ್ ಅವರನ್ನು ಪೊಲೀಸರು ಬಂಧಿಸಿದ್ದಾರೆ. ಸಾರ್ವಜನಿಕ ಕಚೇರಿಯ ದುರ್ನಡತೆ ಆರೋಪದ ಮೇಲೆ ಈ ಕ್ರಮ ಕೈಗೊಳ್ಳಲಾಗಿದೆ. 2010ರಲ್ಲಿ ಬ್ರಿಟನ್‌ನ ವ್ಯಾಪಾರ ರಾಯಭಾರಿಯಾಗಿದ್ದ ವೇಳೆ ಗೌಪ್ಯ ವರದಿಗಳನ್ನು ಎಪ್‌ಸ್ಟೀನ್ ಜೊತೆ ಹಂಚಿಕೊಂಡಿದ್ದರು ಎಂಬ ಆರೋಪ ಕೇಳಿಬಂದಿತ್ತು. ಅವರನ್ನು ವಿಚಾರಣೆಗೆ ಒಳಪಡಿಸಲಾಗಿದ್ದು, ರಾಜಮನೆತನ ಈ ಕುರಿತು ಹೇಳಿಕೆ ನೀಡಿದೆ. ಕಾನೂನು ತನ್ನ ಕೆಲಸ ಮಾಡಲಿದೆ ಎಂದು ರಾಜ ಚಾರ್ಲ್ಸ್ ತಿಳಿಸಿದ್ದಾರೆ. ಪ್ರಕರಣದಲ್ಲಿ ಪೊಲೀಸರು ಸಂಪೂರ್ಣ ಸಹಕಾರ ನೀಡುವುದಾಗಿ ರಾಜಮನೆತನದ ಮೂಲಗಳು ತಿಳಿಸಿವೆ. ಬ್ರಿಟನ್ ಇತಿಹಾಸದಲ್ಲಿ ರಾಜಮನೆತನದ ಸದಸ್ಯರೊಬ್ಬರ ಬಂಧನ ಅಪರೂಪದ ಘಟನೆಯಾಗಿದೆ. ಇದು ಸುಮಾರು 30 ವರ್ಷಗಳ ಬಳಿಕ ನಡೆದ ಇಂತಹ ಮೊದಲ ಘಟನೆ. — [338, 1422, 622, 1630]
market-text: ಅಮೆರಿಕ ಮತ್ತು ಇರಾನ್ ನಡುವೆ ಯುದ್ಧ ಸನ್ನಿವೇಶ ಸೃಷ್ಟಿಯಾಗಿರುವ ಹಿನ್ನೆಲೆಯಲ್ಲಿ ಷೇರು ಮಾರುಕಟ್ಟೆ ತೀವ್ರ ಕುಸಿತ ಕಂಡಿದೆ. ಬಾಂಬೆ ಷೇರುಪೇಟೆ ಸಂವೇದಿ ಸೂಚ್ಯಂಕ ಸೆನ್ಸೆಕ್ಸ್ 1,236.11 ಅಂಕಗಳ (ಶೇ.1.48) ಕುಸಿತ ಕಂಡು 82,498.14ಕ್ಕೆ ಮುಕ್ತಾಯಗೊಂಡಿತು. ಎನ್‌ಎಸ್‌ಇ ನಿಫ್ಟಿ 365 ಅಂಕಗಳು (ಶೇ.1.41) ಕುಸಿದು 25,454.35ಕ್ಕೆ ತಲುಪಿತು. ಮಾರುಕಟ್ಟೆ ದಿನದ ವಹಿವಾಟಿನ ಆರಂಭದಲ್ಲಿ ಸೆನ್ಸೆಕ್ಸ್ 83,264.20 ಅಂಕ ಮತ್ತು ನಿಫ್ಟಿ 25,388.75 ಅಂಕಗಳಲ್ಲಿ ವಹಿವಾಟು ನಡೆಯಿತು. ಹೂಡಿಕೆದಾರರಿಗೆ ಸುಮಾರು 430 ಅಂಕಗಳ ನಷ್ಟ ಉಂಟಾಗಿದೆ. — [1246, 2015, 1488, 2156]
charles-title: ಚಾರ್ಲ್ಸ್ ಸಹೋದರ ಆಂಡ್ರ್ಯೂ ಬಂಧನ — [338, 1351, 581, 1416]
global-south-block — [898, 507, 1496, 1029]
global-south-para2: ಇದು ನಿಜವಾಗಿಯೂ ಎಐ ಇಂಪ್ಯಾಕ್ಟ್ ಸಮ್ಮೇಳನದ ಧ್ಯೇಯವನ್ನು ಪ್ರತಿಬಿಂಬಿಸುತ್ತದೆ. ಅಂತರ್ಗತ, ಪ್ರತಿನಿಧಿ ಮತ್ತು ಸುಸ್ಥಿರ ಎಐ ಅಭಿವೃದ್ಧಿಗೆ ಭಾರತವು ಮಾರ್ಗದರ್ಶನ ನೀಡಲಿದೆ. ಗ್ಲೋಬಲ್ ಸೌತ್ ದೇಶಗಳ ಅಗತ್ಯಗಳಿಗೆ ಸ್ಪಂದಿಸುವ ತಂತ್ರಜ್ಞಾನ ನಿರ್ಮಾಣಕ್ಕೆ ಈ ಒಪ್ಪಂದ ಸಹಕಾರಿ ಎಂದರು. — [909, 877, 1186, 944]
geneva-title: ಜಿನೀವಾದಲ್ಲಿ ಮುಂದಿನ ಎಐ ಶೃಂಗ — [1313, 1046, 1456, 1086]
photo-podium-text: RE FOR ALL | HAPPINESS — [737, 289, 832, 297]
masthead — [38, 60, 1490, 146]
lead-kicker-right: ಎಐ ಮಾನವಕಲ್ಯಾಣಕ್ಕಾಗಿ ಹಂಚಿಕೆಯ ಸಂಪನ್ಮೂಲವಾಗಬೇಕು — [760, 344, 1151, 368]
karachi-title: ಕರಾಚಿ ಸಿಲಿಂಡರ್ ಸ್ಫೋಟ: 16 ಸಾವು — [63, 2060, 298, 2082]
geneva-text: 2027ರ ಎಐ ಶೃಂಗಸಭೆ ಸ್ವಿಟ್ಜರ್‌ಲ್ಯಾಂಡ್‌ನ ಜಿನೀವಾ ನಗರದಲ್ಲಿ ನಡೆಯಲಿದೆ ಎಂದು ಸ್ವಿಟ್ಜರ್‌ಲ್ಯಾಂಡ್ ಅಧ್ಯಕ್ಷ ಗೈ ಪಾರ್ಮಲಿನ್ ಹೇಳಿದ್ದಾರೆ. ಎಐ ಇಂಪ್ಯಾಕ್ಟ್ ಶೃಂಗಸಭೆಯ ಆಯೋಜನೆಯ ಮೂಲಕ ಭಾರತ ಅತ್ಯುತ್ತಮ ಮಾದರಿ ನಿರ್ಮಿಸಿದೆ. ಸ್ವಿಸ್ ಫೆಡರೇಷನ್‌ನಲ್ಲಿ ಪ್ರಧಾನ ಕಾರ್ಯಕ್ರಮ ಏರ್ಪಡಿಸಲಾಗುವುದು. ಈ ವೇಳೆ ಆಲ್ಪೈನ್ ಹಿಂದಿನ ಶೃಂಗಸಭೆಗಳ ಫಲಿತಾಂಶ ಪರಾಮರ್ಶಿಸಲಾಗುವುದು ಎಂದು ಅವರು ತಿಳಿಸಿದರು. — [1313, 1095, 1488, 1208]
global-south-bullet1: ▶ ಕೇಂದ್ರ ಐಟಿ ಸಚಿವ ಅಶ್ವಿನಿ ವೈಷ್ಣವ್ ಅಭಿಪ್ರಾಯ — [1204, 570, 1375, 582]
gold-24k: ಚಿನ್ನ 2,51,000(2,44,000) — [200, 2335, 327, 2348]
lead-para4: ಮುಂದಿನ ಎರಡು ವರ್ಷಗಳಲ್ಲಿ ಕೃತಕ ಬುದ್ಧಿಮತ್ತೆ ರಂಗದಲ್ಲಿ 10ಲಕ್ಷ ಕೋಟಿ ಹೂಡಿಕೆ ಹರಿದುಬರುವ ನಿರೀಕ್ಷೆ ಇದೆ ಎಂದು ಕೇಂದ್ರ ಸಚಿವ ಅಶ್ವಿನಿ ವೈಷ್ಣವ್ ತಿಳಿಸಿದರು. ದೇಶದ ಮೂಲಸೌಕರ್ಯದ ಜತೆಗೆ ಮಾದರಿಗಳು, ಚಿಪ್‌ಗಳು ಮತ್ತು ಅಪ್ಲಿಕೇಶನ್‌ಗಳ ಅಭಿವೃದ್ಧಿಗೆ ಉತ್ತೇಜನ ನೀಡಲಾಗುತ್ತಿದೆ. ದೇಶದೊಳಗೆ ಕಡಿಮೆ ವೆಚ್ಚದ ಕಂಪ್ಯೂಟಿಂಗ್ ಸೌಲಭ್ಯ ಒದಗಿಸುವುದು ಸರ್ಕಾರದ ಗುರಿಯಾಗಿದೆ. ಜಾಗತಿಕ ಕಂಪನಿಗಳು ಭಾರತದಲ್ಲಿ ದತ್ತಾಂಶ ಕೇಂದ್ರಗಳ ಸ್ಥಾಪನೆಗೆ ಮುಂದಾಗಿವೆ. ಶಿಕ್ಷಣ, ಆರೋಗ್ಯ, ಕೃಷಿ ಮತ್ತು ಆಡಳಿತ ಕ್ಷೇತ್ರಗಳಲ್ಲಿ ಎಐ ಬಳಕೆ ಹೆಚ್ಚಿಸುವ ಯೋಜನೆ ರೂಪಿಸಲಾಗಿದೆ. ಸ್ಥಳೀಯ ಭಾಷೆಗಳಲ್ಲಿ ಎಐ ಮಾದರಿಗಳ ಅಭಿವೃದ್ಧಿಗೆ ಹೆಚ್ಚಿನ ಆದ್ಯತೆ ನೀಡಲಾಗುತ್ತಿದ್ದು, ಇದರಿಂದ ಗ್ರಾಮೀಣ ಜನತೆಗೂ ತಂತ್ರಜ್ಞಾನದ ಪ್ರಯೋಜನ ತಲುಪಲಿದೆ. ನವೋದ್ಯಮಗಳಿಗೆ ಆರ್ಥಿಕ ನೆರವು ಮತ್ತು ತರಬೇತಿ ನೀಡುವ ಕಾರ್ಯಕ್ರಮಗಳನ್ನು ವಿಸ್ತರಿಸಲಾಗುವುದು. ಹೂಡಿಕೆದಾರರು ಭಾರತದ ಮೇಲೆ ವಿಶ್ವಾಸ ವ್ಯಕ್ತಪಡಿಸಿದ್ದು, ಹೊಸ ಉದ್ಯೋಗಾವಕಾಶಗಳು ಸೃಷ್ಟಿಯಾಗಲಿವೆ. ಇದರ ಜೊತೆಗೆ ಸ್ಥಳೀಯ ಭಾಷೆಗಳಲ್ಲಿ ಸೇವೆ ಲಭ್ಯವಾಗಲಿದೆ ಎಂದು ಅವರು ಹೇಳಿದರು. — [430, 877, 891, 1032]
issue-day: ಶುಕ್ರವಾರ — [123, 66, 167, 84]
dmk-body: ಚೆನ್ನೈ: ತಮಿಳುನಾಡು ವಿಧಾನಸಭಾ ಚುನಾವಣೆಗೆ ಮುಂಚಿತವಾಗಿ ದಿವಂಗತ ನಟ-ರಾಜಕಾರಣಿ ವಿಜಯಕಾಂತ್ ಸ್ಥಾಪಿಸಿದ ಡಿಎಂಡಿಕೆ ಪಕ್ಷವು ಆಡಳಿತಾರೂಢ ಡಿಎಂಕೆ ನೇತೃತ್ವದ ಮೈತ್ರಿಕೂಟವನ್ನು ಸೇರಿದೆ. ಈ ಕುರಿತು ಪಕ್ಷದ ಪ್ರಧಾನ ಕಾರ್ಯದರ್ಶಿ ಪ್ರೇಮಲತಾ ವಿಜಯಕಾಂತ್ ಅವರು ಅಧಿಕೃತ ಘೋಷಣೆ ಮಾಡಿದ್ದಾರೆ. ಮುಖ್ಯಮಂತ್ರಿ ಎಂ.ಕೆ. ಸ್ಟಾಲಿನ್ ಅವರೊಂದಿಗೆ ನಡೆದ ಮಾತುಕತೆ ಬಳಿಕ ಸೀಟು ಹಂಚಿಕೆ ಅಂತಿಮಗೊಂಡಿದೆ. ಎಐಎಡಿಎಂಕೆ ನೇತೃತ್ವದ ಮೈತ್ರಿಕೂಟಕ್ಕೆ ಇದು ಹಿನ್ನಡೆಯಾಗಿದೆ ಎಂದು ರಾಜಕೀಯ ವಿಶ್ಲೇಷಕರು ಅಭಿಪ್ರಾಯಪಟ್ಟಿದ್ದಾರೆ. ರಾಜ್ಯದ ಅಭಿವೃದ್ಧಿಗಾಗಿ ಒಟ್ಟಾಗಿ ಕೆಲಸ ಮಾಡುವುದಾಗಿ ಉಭಯ ನಾಯಕರು ತಿಳಿಸಿದ್ದಾರೆ. — [46, 1476, 323, 1631]
sensex: ಬಿಎಸ್‌ಇ 82,498(-1,236▼) — [1167, 2335, 1294, 2348]
naxal-text: ನಕ್ಸಲಿಸಂ ವಿರುದ್ಧದ ಹೋರಾಟ ಕೊನೆ ಹಂತದಲ್ಲಿದ್ದು, ಗೃಹ ಸಚಿವ ಅಮಿತ್ ಶಾ ಘೋಷಿಸಿರುವ 2026ರ ಮಾರ್ಚ್ ಗಡುವಿನ ಮೊದಲೇ ಗುರಿ ತಲುಪಲಾಗುವುದು ಎಂದು ಸಿಆರ್‌ಪಿಎಫ್ ಮಹಾನಿರ್ದೇಶಕ ಜಿ.ಪಿ. ಸಿಂಗ್ ಹೇಳಿದ್ದಾರೆ. ಗುವಾಹಟಿಯಲ್ಲಿ ಪತ್ರಿಕಾಗೋಷ್ಠಿಯಲ್ಲಿ ಮಾತನಾಡಿದ ಅವರು, ಕೇಂದ್ರ ಸಶಸ್ತ್ರ ಪೊಲೀಸ್ ಪಡೆಗಳು ಮತ್ತು ರಾಜ್ಯ ಪೊಲೀಸ್ ಪಡೆಗಳ ಜಂಟಿ ಕಾರ್ಯಾಚರಣೆಗಳಿಂದ ಮಾವೋವಾದಿಗಳ ಪ್ರಭಾವ ಗಣನೀಯವಾಗಿ ಕುಸಿದಿದೆ. ಛತ್ತೀಸ್‌ಗಢದ ಬಸ್ತರ್ ಪ್ರದೇಶದಲ್ಲಿ ಹೊಸ ಶಿಬಿರಗಳನ್ನು ಸ್ಥಾಪಿಸಲಾಗಿದೆ. ಅಭಿವೃದ್ಧಿ ಕಾರ್ಯಗಳು ಮತ್ತು ಶರಣಾಗತಿ ನೀತಿಯಿಂದಾಗಿ ಅನೇಕ ನಕ್ಸಲರು ಮುಖ್ಯವಾಹಿನಿಗೆ ಮರಳುತ್ತಿದ್ದಾರೆ. ಉಳಿದಿರುವ ಕೆಲವು ಗುಂಪುಗಳ ವಿರುದ್ಧವೂ ತೀವ್ರ ಕಾರ್ಯಾಚರಣೆ ಮುಂದುವರಿದಿದೆ. ಭದ್ರತಾ ಪಡೆಗಳ ಸಮನ್ವಯದಿಂದ ಉತ್ತಮ ಫಲಿತಾಂಶ ಲಭಿಸಿದೆ. ಸಂಪೂರ್ಣ ನಿರ್ಮೂಲನೆಗೆ ಪಣ ತೊಡಲಾಗಿದೆ. ಬುಡಕಟ್ಟು ಪ್ರದೇಶಗಳಲ್ಲಿ ರಸ್ತೆ, ಶಾಲೆ ಮತ್ತು ಆಸ್ಪತ್ರೆ ನಿರ್ಮಾಣ ಕಾರ್ಯ ಚುರುಕುಗೊಂಡಿದೆ ಎಂದರು. — [338, 1976, 614, 2202]
naxal-box-title: ನಕ್ಸಲ್ ಪೀಡಿತ ಜಿಲ್ಲೆಗಳ ಸಂಖ್ಯೆ 7ಕ್ಕೆ ಇಳಿಕೆ — [633, 1985, 858, 2004]
ticker-note: ಚಿನ್ನ 1 ಗ್ರಾಂ.ಗೆ, ಬೆಳ್ಳಿ 1 ಕೆ.ಜಿ.ಗೆ, ರೂ.ಗಳಲ್ಲಿ (ಆವರಣದಲ್ಲಿ ಹಿಂದಿನ ದಿನದ ದರ) — [714, 2337, 933, 2347]
bengaluru-text: ಈ ವರ್ಷಾಂತ್ಯದೊಳಗೆ ಬೆಂಗಳೂರು ಮತ್ತು ಮುಂಬೈ ನಗರಗಳಲ್ಲಿ ಹೊಸ ಕಚೇರಿಗಳನ್ನು ತೆರೆಯುವುದಾಗಿ ಓಪನ್ ಎಐ ಸಿಇಒ ಸ್ಯಾಮ್ ಆಲ್ಟ್‌ಮನ್ ಘೋಷಿಸಿದ್ದಾರೆ. ಭಾರತದಲ್ಲಿ ಚಾಟ್‌ಜಿಪಿಟಿ ಬಳಕೆದಾರರ ಸಂಖ್ಯೆ ವೇಗವಾಗಿ ಹೆಚ್ಚುತ್ತಿದ್ದು, ಸ್ಥಳೀಯ ಸಹಭಾಗಿತ್ವಕ್ಕೆ ಆದ್ಯತೆ ನೀಡಲಾಗುವುದು. ಹೊಸ ಕಚೇರಿಗಳು ಸಂಶೋಧನೆ, ಮಾರಾಟ ಮತ್ತು ಗ್ರಾಹಕ ಸೇವಾ ವಿಭಾಗಗಳನ್ನು ಒಳಗೊಂಡಿರಲಿವೆ. ಭಾರತದ ನವೋದ್ಯಮಗಳೊಂದಿಗೆ ಸಹಯೋಗ ಬಲಪಡಿಸಲಾಗುವುದು. ಸ್ಥಳೀಯ ಪ್ರತಿಭೆಗಳ ನೇಮಕಾತಿಗೆ ಒತ್ತು ನೀಡಲಾಗುವುದು ಎಂದು ಅವರು ತಿಳಿಸಿದರು. ಈ ಕುರಿತು ಕೇಂದ್ರ ಸರ್ಕಾರದೊಂದಿಗೆ ಮಾತುಕತೆ ನಡೆದಿದೆ. ವಾರಕ್ಕೆ 100 ಮಿಲಿಯನ್‌ಗೂ ಹೆಚ್ಚು ಬಳಕೆದಾರರಿದ್ದಾರೆ ಎಂದರು. — [898, 1070, 1298, 1190]
share-label: ಷೇರು ಸೂಚ್ಯಂಕ — [1044, 2328, 1160, 2359]
naxal-title: ನಕ್ಸಲಿಸಂ ವಿರುದ್ಧದ ಕಾರ್ಯಾಚರಣೆ ಯಶ — [383, 1921, 861, 1964]
fx-rate: $1 = ₹90.68 — [1421, 2332, 1496, 2354]
rajnath-text3: ಜಗತ್ತಿನ ಶೇ.80ಕ್ಕೂ ಹೆಚ್ಚು ವ್ಯಾಪಾರ ಸಮುದ್ರ ಮಾರ್ಗದ ಮೂಲಕ ನಡೆಯುತ್ತದೆ. 47 ರಾಷ್ಟ್ರಗಳ ಯುದ್ಧ ನೌಕೆಗಳು ಹಾಗೂ 154 ರ ಕಮಾಂಡ್ ಮತ್ತು ಭಾಗೀದಾರರು ಪಾಲ್ಗೊಂಡಿದ್ದಾರೆ. ಈ ಮಿಲನ್ ನೌಕಾ ಅಭ್ಯಾಸ ಪರಸ್ಪರ ವಿಶ್ವಾಸ ಮತ್ತು ಸ್ನೇಹ ಬೆಳೆಸುವ ವೇದಿಕೆಯಾಗಿದೆ. ಪೂರ್ವ ನೌಕಾ ಕಮಾಂಡ್ ಆತಿಥ್ಯ ವಹಿಸಿದೆ ಎಂದು ಅವರು ಹೇಳಿದರು. ಇದು ಏಷ್ಯಾ ಪೆಸಿಫಿಕ್ ಪ್ರದೇಶದ ಸ್ಥಿರತೆಗೆ ಮಹತ್ವದ ಕೊಡುಗೆ ನೀಡಲಿದೆ ಎಂದರು. — [637, 1608, 929, 1710]
paper-tagline: ರಾಷ್ಟ್ರೀಯತೆಯ ಧ್ವನಿ — [1305, 101, 1359, 111]
naxal-box: ನಕ್ಸಲ್ ಪೀಡಿತ ಜಿಲ್ಲೆಗಳ ಸಂಖ್ಯೆ 7ಕ್ಕೆ ಇಳಿಕೆ ಹೊಸದಿಲ್ಲಿ: ದೇಶದಲ್ಲಿ ನಕ್ಸಲ್ ಬಾಧಿತ ಜಿಲ್ಲೆಗಳ ಸಂಖ್ಯೆ ಗಣನೀಯವಾಗಿ ಇಳಿಕೆಯಾಗಿದ್ದು, ಇದೀಗ ಕೇವಲ 7 ಜಿಲ್ಲೆಗಳು ಮಾತ್ರ ಉಳಿದಿವೆ ಎಂದು ಕೇಂದ್ರ ಗೃಹ ಸಚಿವಾಲಯ ತಿಳಿಸಿದೆ. ಈ ಮೊದಲು ಈ ಸಂಖ್ಯೆ 126ರಷ್ಟಿತ್ತು. 2026ರ ಮಾರ್ಚ್ ಅಂತ್ಯದ ವೇಳೆಗೆ ದೇಶವನ್ನು ನಕ್ಸಲ್ ಮುಕ್ತಗೊಳಿಸುವ ಗುರಿ ಹೊಂದಲಾಗಿದೆ. — [624, 1975, 906, 2205]
naxal-body: ಗುವಾಹಟಿ: ನಕ್ಸಲಿಸಂ ವಿರುದ್ಧದ ಹೋರಾಟ ಕೊನೆ ಹಂತದಲ್ಲಿದ್ದು, ಗೃಹ ಸಚಿವ ಅಮಿತ್ ಶಾ ಘೋಷಿಸಿರುವ 2026ರ ಮಾರ್ಚ್ ಗಡುವಿನ ಮೊದಲೇ ಗುರಿ ತಲುಪಲಾಗುವುದು ಎಂದು ಸಿಆರ್‌ಪಿಎಫ್ ಮಹಾನಿರ್ದೇಶಕ ಜಿ.ಪಿ. ಸಿಂಗ್ ಹೇಳಿದ್ದಾರೆ. ಗುವಾಹಟಿಯಲ್ಲಿ ಪತ್ರಿಕಾಗೋಷ್ಠಿಯಲ್ಲಿ ಮಾತನಾಡಿದ ಅವರು, ಕೇಂದ್ರ ಸಶಸ್ತ್ರ ಪೊಲೀಸ್ ಪಡೆಗಳು ಮತ್ತು ರಾಜ್ಯ ಪೊಲೀಸ್ ಪಡೆಗಳ ಜಂಟಿ ಕಾರ್ಯಾಚರಣೆಗಳಿಂದ ಮಾವೋವಾದಿಗಳ ಪ್ರಭಾವ ಗಣನೀಯವಾಗಿ ಕುಸಿದಿದೆ. ಛತ್ತೀಸ್‌ಗಢದ ಬಸ್ತರ್ ಪ್ರದೇಶದಲ್ಲಿ ಹೊಸ ಶಿಬಿರಗಳನ್ನು ಸ್ಥಾಪಿಸಲಾಗಿದೆ. ಅಭಿವೃದ್ಧಿ ಕಾರ್ಯಗಳು ಮತ್ತು ಶರಣಾಗತಿ ನೀತಿಯಿಂದಾಗಿ ಅನೇಕ ನಕ್ಸಲರು ಮುಖ್ಯವಾಹಿನಿಗೆ ಮರಳುತ್ತಿದ್ದಾರೆ. ಉಳಿದಿರುವ ಕೆಲವು ಗುಂಪುಗಳ ವಿರುದ್ಧವೂ ತೀವ್ರ ಕಾರ್ಯಾಚರಣೆ ಮುಂದುವರಿದಿದೆ. ಭದ್ರತಾ ಪಡೆಗಳ ಸಮನ್ವಯದಿಂದ ಉತ್ತಮ ಫಲಿತಾಂಶ ಲಭಿಸಿದೆ. ಸಂಪೂರ್ಣ ನಿರ್ಮೂಲನೆಗೆ ಪಣ ತೊಡಲಾಗಿದೆ. ಬುಡಕಟ್ಟು ಪ್ರದೇಶಗಳಲ್ಲಿ ರಸ್ತೆ, ಶಾಲೆ ಮತ್ತು ಆಸ್ಪತ್ರೆ ನಿರ್ಮಾಣ ಕಾರ್ಯ ಚುರುಕುಗೊಂಡಿದೆ ಎಂದರು. — [338, 1976, 614, 2202]
page-number: 02 — [1236, 107, 1277, 141]
kiru-label-b: ಸುದ್ದಿ — [140, 1365, 170, 1387]
global-south-bullets — [1198, 562, 1482, 654]
gold-22k: ಆಭರಣ ಚಿನ್ನ 15,480(15,132) — [376, 2335, 514, 2348]
issue-date: 20 ಫೆಬ್ರವರಿ 2026 — [123, 84, 231, 103]
vb-title: ವಂದೇ ಭಾರತ್ ಮೇಲೆ ಕಲ್ಲೆಸೆತ — [85, 1799, 276, 1821]
corruption-title: ಭ್ರಷ್ಟಾಚಾರ :ಬಾಲುಗೆ ಅಣ್ಣಾಮಲೈ ಸವಾಲು — [943, 1351, 1223, 1416]
lead-headline: ಪ್ರಗತಿ ಯುಗಕ್ಕೆ ಕೃತಬುದ್ಧಿಮತ್ತೆ ನಾಂದಿ — [384, 386, 1196, 467]
rajnath-text1: ಸಮುದ್ರದಲ್ಲಿ ಭಯೋತ್ಪಾದನೆ ಮತ್ತು ಕಡಲ್ಗಳ್ಳತನವನ್ನು ತಡೆಯಲು ಸಮುದ್ರ ಪಾಲುದಾರರ ನಡುವೆ ಬಲವಾದ ಸಹಕಾರ ಅಗತ್ಯವಿದೆ ಎಂದು ರಕ್ಷಣಾ ಸಚಿವ ರಾಜನಾಥ್ ಸಿಂಗ್ ಕರೆ ನೀಡಿದ್ದಾರೆ. 74 ದೇಶಗಳ ಪ್ರತಿನಿಧಿಗಳು ಭಾಗವಹಿಸಿದ ಮಿಲನ್ 2026ರಲ್ಲಿ ಅವರು ಮಾತನಾಡಿದರು. — [637, 1422, 929, 1489]
rajnath-title: ಹೈ-ಸೀ ಉಗ್ರವಾದ ತಡೆ: ರಾಜನಾಥ್ ಸಿಂಗ್ ಕರೆ — [637, 1351, 836, 1416]
gold-label: ಚಿನ್ನ ಬಂಗಾರ (ಬೆಂಗಳೂರು) — [38, 2328, 192, 2359]
naxal-box-text: ದೇಶದಲ್ಲಿ ನಕ್ಸಲ್ ಬಾಧಿತ ಜಿಲ್ಲೆಗಳ ಸಂಖ್ಯೆ ಗಣನೀಯವಾಗಿ ಇಳಿಕೆಯಾಗಿದ್ದು, ಇದೀಗ ಕೇವಲ 7 ಜಿಲ್ಲೆಗಳು ಮಾತ್ರ ಉಳಿದಿವೆ ಎಂದು ಕೇಂದ್ರ ಗೃಹ ಸಚಿವಾಲಯ ತಿಳಿಸಿದೆ. ಈ ಮೊದಲು ಈ ಸಂಖ್ಯೆ 126ರಷ್ಟಿತ್ತು. 2026ರ ಮಾರ್ಚ್ ಅಂತ್ಯದ ವೇಳೆಗೆ ದೇಶವನ್ನು ನಕ್ಸಲ್ ಮುಕ್ತಗೊಳಿಸುವ ಗುರಿ ಹೊಂದಲಾಗಿದೆ. — [633, 2013, 897, 2068]
market-title: ಷೇರುಪೇಟೆಗೆ ಯುದ್ಧದ ಭೀತಿ — [1246, 1982, 1441, 2007]
lamp-icon — [1160, 69, 1196, 106]
print-registration-marks — [169, 2368, 1398, 2375]
modi-photo — [430, 507, 891, 868]
nifty: ಎನ್‌ಎಸ್‌ಇ 25,454(365▼) — [1298, 2335, 1420, 2348]
responsibility-box — [84, 946, 422, 1322]
corruption-body: ಚೆನ್ನೈ: ತಮಿಳುನಾಡು ಮಾಜಿ ರಾಜ್ಯಾಧ್ಯಕ್ಷ ಬಿಜೆಪಿ ಅಧ್ಯಕ್ಷ ಕೆ. ಅಣ್ಣಾಮಲೈ, ಡಿಎಂಕೆ ಸಂಸದ ಮತ್ತು ಪಕ್ಷದ ಹಿರಿಯ ನಾಯಕ ಟಿ.ಆರ್. ಬಾಲು ಅವರನ್ನು ವೈಯಕ್ತಿಕವಾಗಿ ಟೀಕಿಸಿ ಬಹಿರಂಗ ಚರ್ಚೆಗೆ ಬರುವಂತೆ ಸವಾಲು ಹಾಕಿದ್ದಾರೆ. ಭ್ರಷ್ಟಾಚಾರದ ಆರೋಪಗಳಿಗೆ ಸಂಬಂಧಿಸಿದಂತೆ ಮಾನನಷ್ಟ ಮೊಕದ್ದಮೆ ಹೂಡುವುದಾಗಿ ಬಾಲು ಎಚ್ಚರಿಸಿದ್ದರು. ಈ ಕುರಿತು ಪ್ರತಿಕ್ರಿಯಿಸಿದ ಅಣ್ಣಾಮಲೈ, ನ್ಯಾಯಾಲಯದಲ್ಲಿ ಸಮರ್ಥಿಸಿಕೊಳ್ಳಲು ಸಿದ್ಧ ಎಂದು ಹೇಳಿದ್ದಾರೆ. ಡಿಎಂಕೆ ಸರ್ಕಾರದ ಭ್ರಷ್ಟಾಚಾರದ ಕುರಿತು ದಾಖಲೆ ಸಹಿತ ಬಹಿರಂಗಪಡಿಸುವುದಾಗಿ ತಿಳಿಸಿದ್ದಾರೆ. 2023ರಲ್ಲಿ ಡಿಎಂಕೆ ಫೈಲ್ಸ್ ಬಿಡುಗಡೆ ಮಾಡಿದ್ದರು. ಬಾಲು ಅವರು 100 ಕೋಟಿ ರೂ. ಪರಿಹಾರ ಕೋರಿ ಮಾನನಷ್ಟ ಮೊಕದ್ದಮೆ ಹೂಡಿದ್ದರು. ವಿಚಾರಣೆಯ ಸಮಯದಲ್ಲಿ ಬಾಲು ಅವರ ಕುಟುಂಬದ 1.46 ಕೋಟಿ ರೂ. ಮತ್ತು 6.60 ಕೋಟಿ ರೂ. ಆಸ್ತಿ ವಿವರಗಳನ್ನು ಬಹಿರಂಗಪಡಿಸಿದ್ದರು. ಎಲ್ಲ ಪ್ರಕರಣಗಳಲ್ಲಿ ಸತ್ಯ ಹೊರಬರಲಿದೆ ಎಂದು ಅವರು ಹೇಳಿದರು. ಮುಂದಿನ ವಿಚಾರಣೆಯು 2026ರ ಏಪ್ರಿಲ್ 7ಕ್ಕೆ ಮುಂದೂಡಲಾಗಿದೆ. — [943, 1422, 1235, 1648]
lead-para2: ಯುನೈಟೆಡ್ ನೇಷನ್ಸ್ ಇಂಟರ್‌ಫೇಸ್ (ಯುಪಿಐ) ಕಡಿಮೆ ವೆಚ್ಚದಲ್ಲಿ ಕಾರ್ಯನಿರ್ವಹಿಸುತ್ತಿರುವ ಉದಾಹರಣೆ ನೀಡಿದ ಅವರು, ಎಐ ಕೂಡ ಅದೇ ರೀತಿಯಲ್ಲಿ ಸಾಮಾನ್ಯ ಜನರ ಕೈಗೆಟುಕುವಂತಾಗಬೇಕು. ನಮ್ಮ ಯುವಜನರ ಪ್ರತಿಭೆ, ನವೋದ್ಯಮ ಮತ್ತು ಡೇಟಾ ಶಕ್ತಿ ಜಗತ್ತಿಗೆ ಹೊಸ ಮಾರ್ಗ ತೋರಿಸಲಿದೆ ಎಂದು ಅವರು ಹೇಳಿದರು. ಸುಮಾರು 38,000 ಜಿಪಿಯುಗಳು ಲಭ್ಯವಿದ್ದು, ಮುಂದಿನ ಅರು ತಿಂಗಳಲ್ಲಿ 24,000 ಜಿಪಿಯುಗಳನ್ನು ಸೇರಿಸಲಾಗುವುದು ಎಂದು ಪ್ರಧಾನಿ ತಿಳಿಸಿದರು. — [84, 636, 422, 739]
naxal-kicker: ಎಲ್ಲಾ ಪಡೆಗಳ ಜಂಟಿ ಕಾರ್ಯಾಚರಣೆಗಳ ಮೂಲಕ ಗುರಿ — [420, 1883, 824, 1909]
responsibility-title: ಎಐಯನ್ನು ಜವಾಬ್ದಾರಿಯುತವಾಗಿ ಬಳಸಿ — [94, 954, 307, 973]
kiru-label-a: ಕಿರು — [100, 1365, 124, 1387]
trump-text: ಅಮೆರಿಕ-ಇರಾನ್ ನಡುವಿನ ಉದ್ವಿಗ್ನತೆ ಮತ್ತಷ್ಟು ಉಲ್ಬಣಗೊಂಡಿದ್ದು, ಇರಾನ್ ಜೊತೆ ಒಪ್ಪಂದ ಮಾಡಿಕೊಳ್ಳಬೇಕೆ ಅಥವಾ ಮಿಲಿಟರಿ ಕ್ರಮ ಕೈಗೊಳ್ಳಬೇಕೆ ಎಂಬುದನ್ನು ಮುಂದಿನ 10 ದಿನಗಳಲ್ಲಿ ನಿರ್ಧರಿಸಲಾಗುವುದು ಎಂದು ಅಧ್ಯಕ್ಷ ಡೊನಾಲ್ಡ್ ಟ್ರಂಪ್ ಹೇಳಿದ್ದಾರೆ. ವಾಷಿಂಗ್ಟನ್‌ನಲ್ಲಿ ನಡೆದ ಬೋರ್ಡ್ ಆಫ್ ಪೀಸ್‌ನ ಮೊದಲ ಸಭೆಯಲ್ಲಿ ಮಾತನಾಡಿದ ಅವರು, ಇರಾನ್ ಪರಮಾಣು ಕಾರ್ಯಕ್ರಮ ನಿಲ್ಲಿಸದಿದ್ದರೆ ಕಠಿಣ ಪರಿಣಾಮ ಎದುರಿಸಬೇಕಾಗುತ್ತದೆ ಎಂದು ಎಚ್ಚರಿಸಿದರು. ಪಶ್ಚಿಮ ಏಷ್ಯಾದಲ್ಲಿ ಅಮೆರಿಕ ತನ್ನ ಸೇನಾ ಬಲವನ್ನು ಹೆಚ್ಚಿಸುತ್ತಿದ್ದು, ಯುದ್ಧ ನೌಕೆಗಳು ಮತ್ತು ಯುದ್ಧ ವಿಮಾನಗಳನ್ನು ನಿಯೋಜಿಸಿದೆ. ಈ ಬೆಳವಣಿಗೆಯಿಂದ ತೈಲ ಮಾರುಕಟ್ಟೆಯಲ್ಲಿ ಆತಂಕ ಮನೆಮಾಡಿದೆ. ಒಪ್ಪಂದಕ್ಕೆ ಇರಾನ್ ಒಪ್ಪದಿದ್ದರೆ ಬಲಪ್ರಯೋಗ ಅನಿವಾರ್ಯ ಎಂದು ಟ್ರಂಪ್ ಪುನರುಚ್ಚರಿಸಿದ್ದಾರೆ. ರಾಜತಾಂತ್ರಿಕ ಮಾತುಕತೆಗೆ ಇನ್ನೂ ಅವಕಾಶವಿದೆ ಎಂದು ಯುರೋಪಿಯನ್ ರಾಷ್ಟ್ರಗಳು ಒತ್ತಾಯಿಸಿವೆ. ಇರಾನ್ ವಿದೇಶಾಂಗ ಸಚಿವರು ಅಮೆರಿಕದ ಬೆದರಿಕೆಗೆ ಮಣಿಯುವುದಿಲ್ಲ ಎಂದು ತಿರುಗೇಟು ನೀಡಿದ್ದಾರೆ. ಜಿನೀವಾದಲ್ಲಿ ನಡೆದ ಮಾತುಕತೆ ವಿಫಲವಾಗಿದೆ. — [922, 1976, 1229, 2202]
trump-kicker: ಇನ್ನು 10 ದಿನಗಳಲ್ಲಿ ನಿರ್ಧಾರ ಎಂದ ಟ್ರಂಪ್ — [1055, 1883, 1362, 1908]
rajnath-body: ವಿಶಾಖಪಟ್ಟಣಂ: ಸಮುದ್ರದಲ್ಲಿ ಭಯೋತ್ಪಾದನೆ ಮತ್ತು ಕಡಲ್ಗಳ್ಳತನವನ್ನು ತಡೆಯಲು ಸಮುದ್ರ ಪಾಲುದಾರರ ನಡುವೆ ಬಲವಾದ ಸಹಕಾರ ಅಗತ್ಯವಿದೆ ಎಂದು ರಕ್ಷಣಾ ಸಚಿವ ರಾಜನಾಥ್ ಸಿಂಗ್ ಕರೆ ನೀಡಿದ್ದಾರೆ. 74 ದೇಶಗಳ ಪ್ರತಿನಿಧಿಗಳು ಭಾಗವಹಿಸಿದ ಮಿಲನ್ 2026ರಲ್ಲಿ ಅವರು ಮಾತನಾಡಿದರು. ಉದಯೋನ್ಮುಖ ಸವಾಲುಗಳು: ಸಮುದ್ರದ ಶಾಸನಬದ್ಧ ಕಾನೂನುಗಳ ಗೌರವ, ನೌಕಾಯಾನದ ಸ್ವಾತಂತ್ರ್ಯ ಹಾಗೂ ಸಂಚಾರದ ಸುರಕ್ಷತೆಗೆ ಭಾರತ ಬದ್ಧವಾಗಿದೆ. ಪರಸ್ಪರ ಸಹಕಾರದ ಮೂಲಕ ಮಾತ್ರ ಸಮುದ್ರ ವ್ಯಾಪಾರ ಮಾರ್ಗಗಳ ಭದ್ರತೆ ಸಾಧ್ಯ. ಹವಾಮಾನ ಬದಲಾವಣೆ, ಮಾದಕ ವಸ್ತು ಕಳ್ಳಸಾಗಣೆ ಮತ್ತು ಅಕ್ರಮ ಮೀನುಗಾರಿಕೆ ಎದುರಿಸಲು ಜಂಟಿ ಪ್ರಯತ್ನ ಅಗತ್ಯ. ಮಾನವೀಯ ನೆರವು ಮತ್ತು ವಿಪತ್ತು ಪರಿಹಾರ ಕಾರ್ಯಾಚರಣೆಗಳಲ್ಲಿ ನೌಕಾಪಡೆಗಳ ಪಾತ್ರ ಮಹತ್ವದ್ದು ಎಂದರು. ಕಡಲ ಶಾಂತತೆ ವಿಶ್ವಕ್ಕೆ: ಜಗತ್ತಿನ ಶೇ.80ಕ್ಕೂ ಹೆಚ್ಚು ವ್ಯಾಪಾರ ಸಮುದ್ರ ಮಾರ್ಗದ ಮೂಲಕ ನಡೆಯುತ್ತದೆ. 47 ರಾಷ್ಟ್ರಗಳ ಯುದ್ಧ ನೌಕೆಗಳು ಹಾಗೂ 154 ರ ಕಮಾಂಡ್ ಮತ್ತು ಭಾಗೀದಾರರು ಪಾಲ್ಗೊಂಡಿದ್ದಾರೆ. ಈ ಮಿಲನ್ ನೌಕಾ ಅಭ್ಯಾಸ ಪರಸ್ಪರ ವಿಶ್ವಾಸ ಮತ್ತು ಸ್ನೇಹ ಬೆಳೆಸುವ ವೇದಿಕೆಯಾಗಿದೆ. ಪೂರ್ವ ನೌಕಾ ಕಮಾಂಡ್ ಆತಿಥ್ಯ ವಹಿಸಿದೆ ಎಂದು ಅವರು ಹೇಳಿದರು. ಇದು ಏಷ್ಯಾ ಪೆಸಿಫಿಕ್ ಪ್ರದೇಶದ ಸ್ಥಿರತೆಗೆ ಮಹತ್ವದ ಕೊಡುಗೆ ನೀಡಲಿದೆ ಎಂದರು. — [637, 1422, 929, 1710]
trump-title: ಅಮೆರಿಕ - ಇರಾನ್ ಯುದ್ಧ ನಿಶ್ಚಿತ? — [1001, 1921, 1417, 1964]
pointing-hand-icon: ☛ — [54, 1359, 91, 1396]
section-title: ದೇಶ-ವಿದೇಶ — [499, 60, 710, 117]
lead-body-col2 — [430, 875, 891, 1328]
naxal-tail: ಬಹುತೇಕ ಕೊನೆಗೊಂಡಿದೆ. ನಮ್ಮ ಕೇಂದ್ರ ಗೃಹ ಸಚಿವರು ಘೋಷಿಸಿರುವ 2026ರ ಮಾರ್ಚ್ ವೇಳೆಗೆ ಇದನ್ನು ನಿರ್ಮೂಲನೆ ಮಾಡುವ ಗುರಿಯನ್ನು ತಲುಪಲಿದ್ದೇವೆ ಎಂದು ಸಿಂಗ್ ಹೇಳಿದರು. — [624, 2214, 906, 2263]
